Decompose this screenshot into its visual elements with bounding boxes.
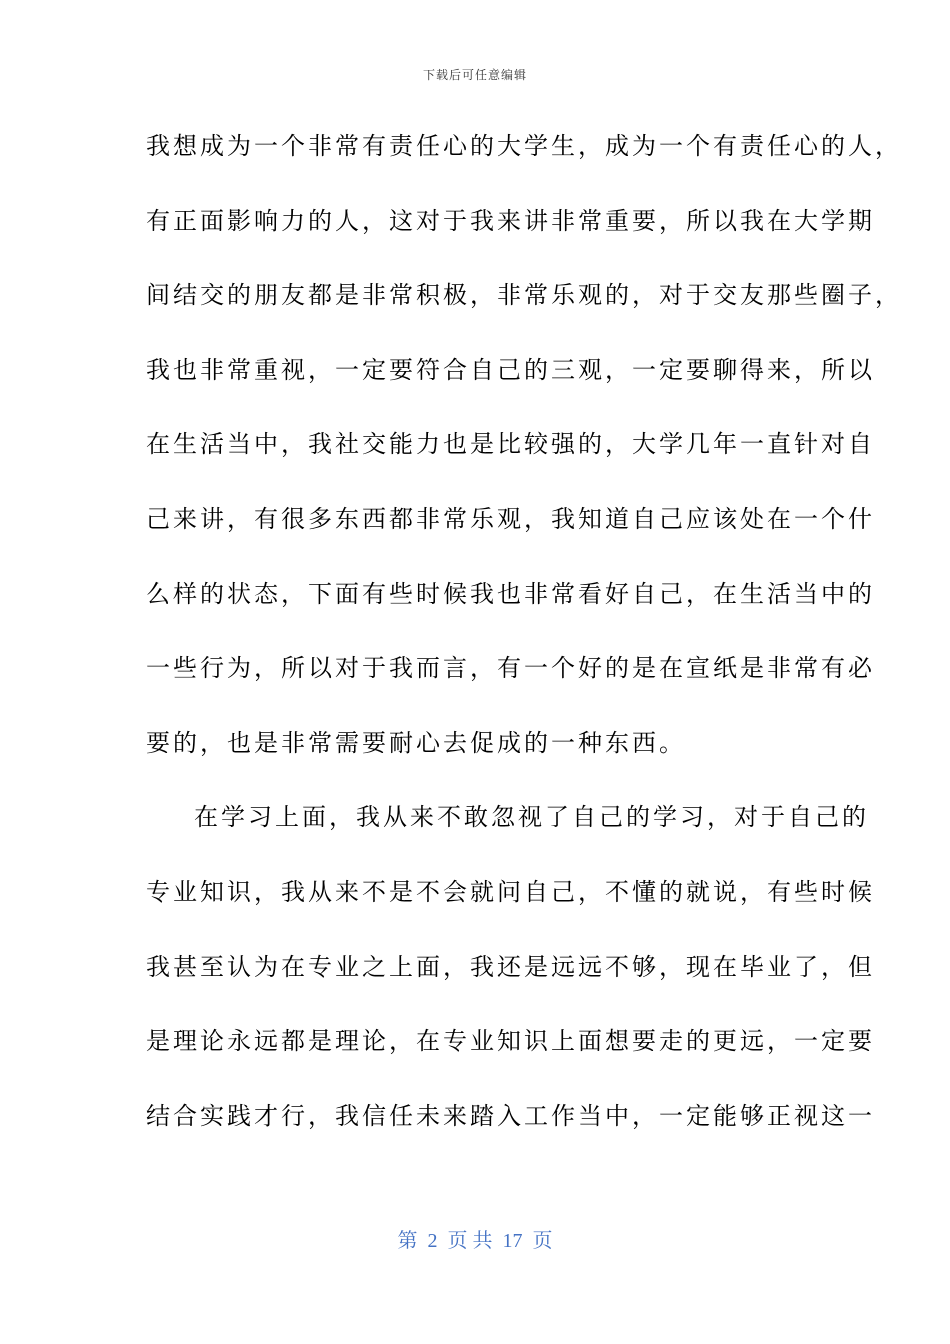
text-line: 我甚至认为在专业之上面，我还是远远不够，现在毕业了，但 <box>146 952 875 981</box>
footer-prefix: 第 <box>397 1230 418 1252</box>
footer-middle: 页 共 <box>447 1230 493 1252</box>
text-line: 有正面影响力的人，这对于我来讲非常重要，所以我在大学期 <box>146 206 875 235</box>
text-line: 一些行为，所以对于我而言，有一个好的是在宣纸是非常有必 <box>146 654 875 683</box>
text-line: 在学习上面，我从来不敢忽视了自己的学习，对于自己的 <box>194 803 869 832</box>
text-line: 在生活当中，我社交能力也是比较强的，大学几年一直针对自 <box>146 430 875 459</box>
text-line: 间结交的朋友都是非常积极，非常乐观的，对于交友那些圈子， <box>146 281 902 310</box>
document-body <box>146 120 902 1164</box>
footer-suffix: 页 <box>532 1230 553 1252</box>
text-line: 己来讲，有很多东西都非常乐观，我知道自己应该处在一个什 <box>146 504 875 533</box>
paragraph-2 <box>146 791 875 1164</box>
current-page-number: 2 <box>427 1230 438 1252</box>
page-footer <box>0 1224 950 1253</box>
text-line: 要的，也是非常需要耐心去促成的一种东西。 <box>146 728 686 757</box>
paragraph-1 <box>146 120 902 791</box>
header-note: 下载后可任意编辑 <box>422 68 527 82</box>
text-line: 专业知识，我从来不是不会就问自己，不懂的就说，有些时候 <box>146 877 875 906</box>
text-line: 结合实践才行，我信任未来踏入工作当中，一定能够正视这一 <box>146 1101 875 1130</box>
text-line: 我也非常重视，一定要符合自己的三观，一定要聊得来，所以 <box>146 355 875 384</box>
total-pages-number: 17 <box>502 1230 523 1252</box>
text-line: 是理论永远都是理论，在专业知识上面想要走的更远，一定要 <box>146 1027 875 1056</box>
text-line: 么样的状态，下面有些时候我也非常看好自己，在生活当中的 <box>146 579 875 608</box>
text-line: 我想成为一个非常有责任心的大学生，成为一个有责任心的人， <box>146 132 902 160</box>
